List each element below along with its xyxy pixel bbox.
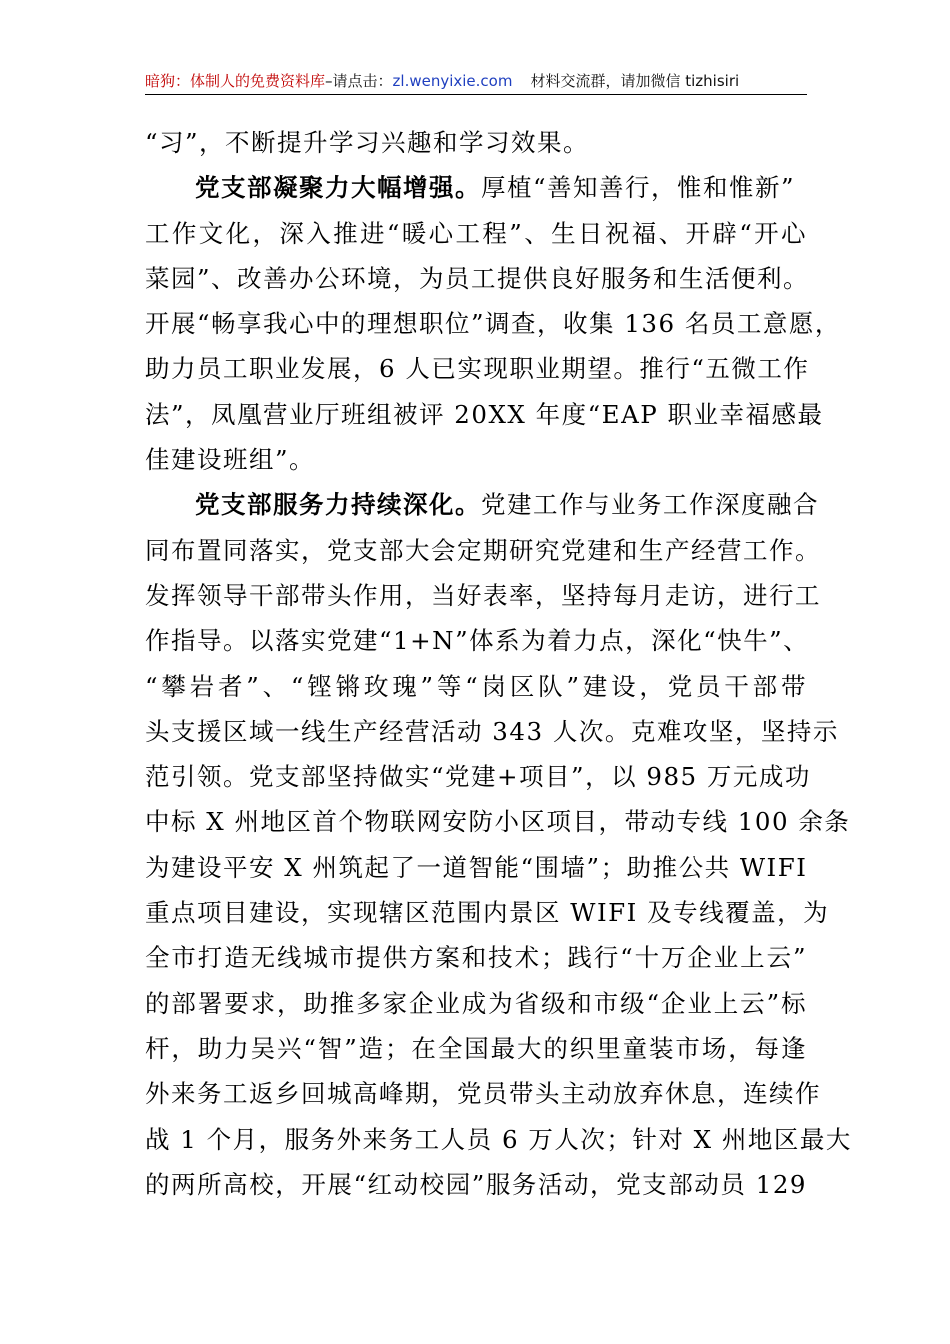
text-line: 的两所高校，开展“红动校园”服务活动，党支部动员 129 (145, 1169, 807, 1199)
text-line: 重点项目建设，实现辖区范围内景区 WIFI 及专线覆盖，为 (145, 898, 830, 928)
text-line: 战 1 个月，服务外来务工人员 6 万人次；针对 X 州地区最大 (145, 1124, 852, 1154)
header-wechat-note: 材料交流群，请加微信 tizhisiri (530, 72, 740, 90)
text-line: “攀岩者”、“铿锵玫瑰”等“岗区队”建设，党员干部带 (145, 671, 807, 701)
text-run: 厚植“善知善行，惟和惟新” (481, 173, 796, 203)
header-url-link[interactable]: zl.wenyixie.com (392, 72, 513, 90)
text-line (145, 165, 807, 210)
paragraph-heading: 党支部凝聚力大幅增强。 (195, 173, 481, 203)
text-line: 作指导。以落实党建“1+N”体系为着力点，深化“快牛”、 (145, 626, 810, 656)
text-line: “习”，不断提升学习兴趣和学习效果。 (145, 128, 590, 157)
text-line: 杆，助力吴兴“智”造；在全国最大的织里童装市场，每逢 (145, 1033, 807, 1063)
text-line: 全市打造无线城市提供方案和技术；践行“十万企业上云” (145, 943, 807, 973)
text-line: 外来务工返乡回城高峰期，党员带头主动放弃休息，连续作 (145, 1079, 821, 1109)
text-line: 范引领。党支部坚持做实“党建+项目”，以 985 万元成功 (145, 762, 811, 792)
text-line (145, 482, 819, 527)
text-line: 开展“畅享我心中的理想职位”调查，收集 136 名员工意愿， (145, 309, 841, 339)
text-line: 的部署要求，助推多家企业成为省级和市级“企业上云”标 (145, 988, 807, 1018)
document-body (145, 120, 852, 1207)
paragraph-heading: 党支部服务力持续深化。 (195, 490, 481, 520)
text-run: 党建工作与业务工作深度融合 (481, 490, 819, 520)
text-line: 佳建设班组”。 (145, 445, 316, 475)
header-click-prompt: –请点击： (325, 72, 393, 90)
text-line: 法”，凤凰营业厅班组被评 20XX 年度“EAP 职业幸福感最 (145, 399, 824, 429)
text-line: 菜园”、改善办公环境，为员工提供良好服务和生活便利。 (145, 263, 810, 293)
text-line: 头支援区域一线生产经营活动 343 人次。克难攻坚，坚持示 (145, 716, 839, 746)
text-line: 为建设平安 X 州筑起了一道智能“围墙”；助推公共 WIFI (145, 852, 808, 882)
text-line: 发挥领导干部带头作用，当好表率，坚持每月走访，进行工 (145, 580, 821, 610)
text-line: 同布置同落实，党支部大会定期研究党建和生产经营工作。 (145, 535, 821, 565)
header-site-name: 暗狗：体制人的免费资料库 (145, 72, 326, 90)
text-line: 工作文化，深入推进“暖心工程”、生日祝福、开辟“开心 (145, 218, 807, 248)
paragraph-cohesion (145, 165, 841, 482)
text-line: 中标 X 州地区首个物联网安防小区项目，带动专线 100 余条 (145, 807, 851, 837)
text-line: 助力员工职业发展，6 人已实现职业期望。推行“五微工作 (145, 354, 810, 384)
paragraph-service (145, 482, 852, 1207)
page-header (145, 68, 807, 95)
